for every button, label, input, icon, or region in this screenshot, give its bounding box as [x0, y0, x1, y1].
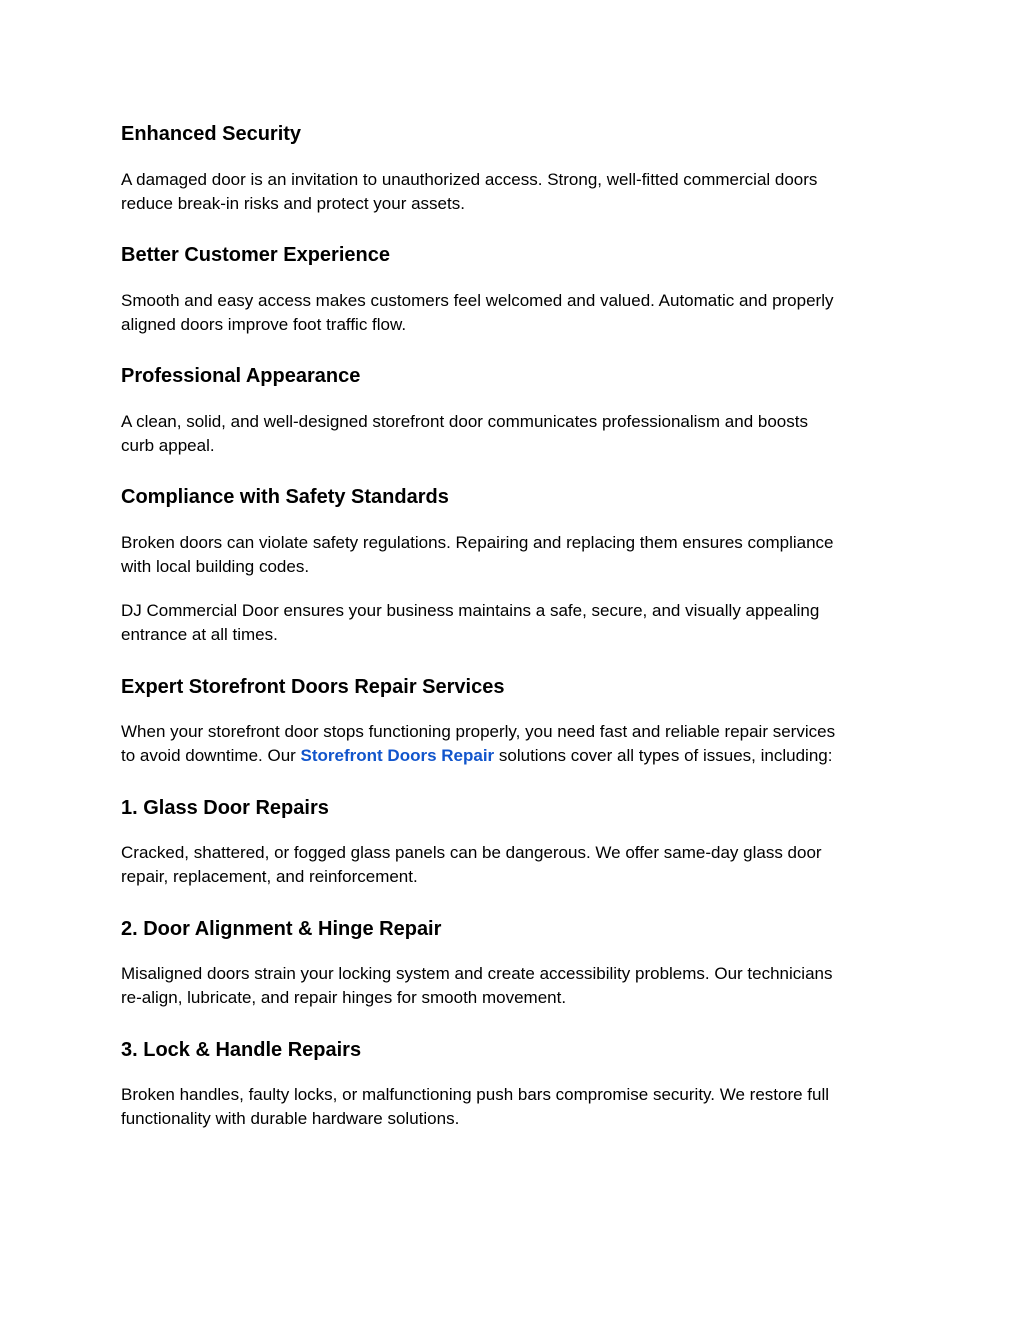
storefront-doors-repair-link[interactable]: Storefront Doors Repair	[300, 746, 495, 765]
paragraph-line: reduce break-in risks and protect your assets.	[121, 194, 465, 213]
paragraph-line: Broken doors can violate safety regulations. Repairing and replacing them ensures compliance	[121, 533, 834, 552]
paragraph-better-customer-experience	[121, 289, 911, 337]
heading-professional-appearance: Professional Appearance	[121, 365, 361, 387]
paragraph-line: A clean, solid, and well-designed storefront door communicates professionalism and boosts	[121, 412, 808, 431]
paragraph-line: aligned doors improve foot traffic flow.	[121, 315, 407, 334]
paragraph-line: A damaged door is an invitation to unauthorized access. Strong, well-fitted commercial doors	[121, 170, 818, 189]
paragraph-compliance-safety-standards	[121, 531, 911, 579]
paragraph-glass-door-repairs	[121, 841, 911, 889]
paragraph-expert-storefront-repair	[121, 720, 911, 768]
paragraph-line: Cracked, shattered, or fogged glass panels can be dangerous. We offer same-day glass door	[121, 843, 822, 862]
heading-lock-handle-repairs: 3. Lock & Handle Repairs	[121, 1039, 362, 1061]
heading-expert-storefront-repair: Expert Storefront Doors Repair Services	[121, 676, 505, 698]
paragraph-lock-handle-repairs	[121, 1083, 911, 1131]
paragraph-door-alignment-hinge-repair	[121, 962, 911, 1010]
paragraph-dj-commercial-door	[121, 599, 911, 647]
paragraph-line: DJ Commercial Door ensures your business maintains a safe, secure, and visually appealing	[121, 601, 820, 620]
paragraph-line: re-align, lubricate, and repair hinges for smooth movement.	[121, 988, 567, 1007]
paragraph-line: curb appeal.	[121, 436, 215, 455]
heading-better-customer-experience: Better Customer Experience	[121, 244, 390, 266]
paragraph-line: with local building codes.	[121, 557, 310, 576]
paragraph-line: When your storefront door stops functioning properly, you need fast and reliable repair services	[121, 722, 836, 741]
paragraph-line	[121, 744, 911, 768]
paragraph-line: repair, replacement, and reinforcement.	[121, 867, 418, 886]
heading-door-alignment-hinge-repair: 2. Door Alignment & Hinge Repair	[121, 918, 442, 940]
paragraph-line: entrance at all times.	[121, 625, 278, 644]
paragraph-line: Broken handles, faulty locks, or malfunctioning push bars compromise security. We restore full	[121, 1085, 830, 1104]
paragraph-text: to avoid downtime. Our	[121, 746, 301, 765]
heading-compliance-safety-standards: Compliance with Safety Standards	[121, 486, 449, 508]
heading-glass-door-repairs: 1. Glass Door Repairs	[121, 797, 329, 819]
paragraph-line: functionality with durable hardware solutions.	[121, 1109, 460, 1128]
heading-enhanced-security: Enhanced Security	[121, 123, 302, 145]
paragraph-enhanced-security	[121, 168, 911, 216]
paragraph-professional-appearance	[121, 410, 911, 458]
paragraph-line: Smooth and easy access makes customers feel welcomed and valued. Automatic and properly	[121, 291, 834, 310]
paragraph-text: solutions cover all types of issues, including:	[494, 746, 833, 765]
paragraph-line: Misaligned doors strain your locking system and create accessibility problems. Our technicians	[121, 964, 833, 983]
